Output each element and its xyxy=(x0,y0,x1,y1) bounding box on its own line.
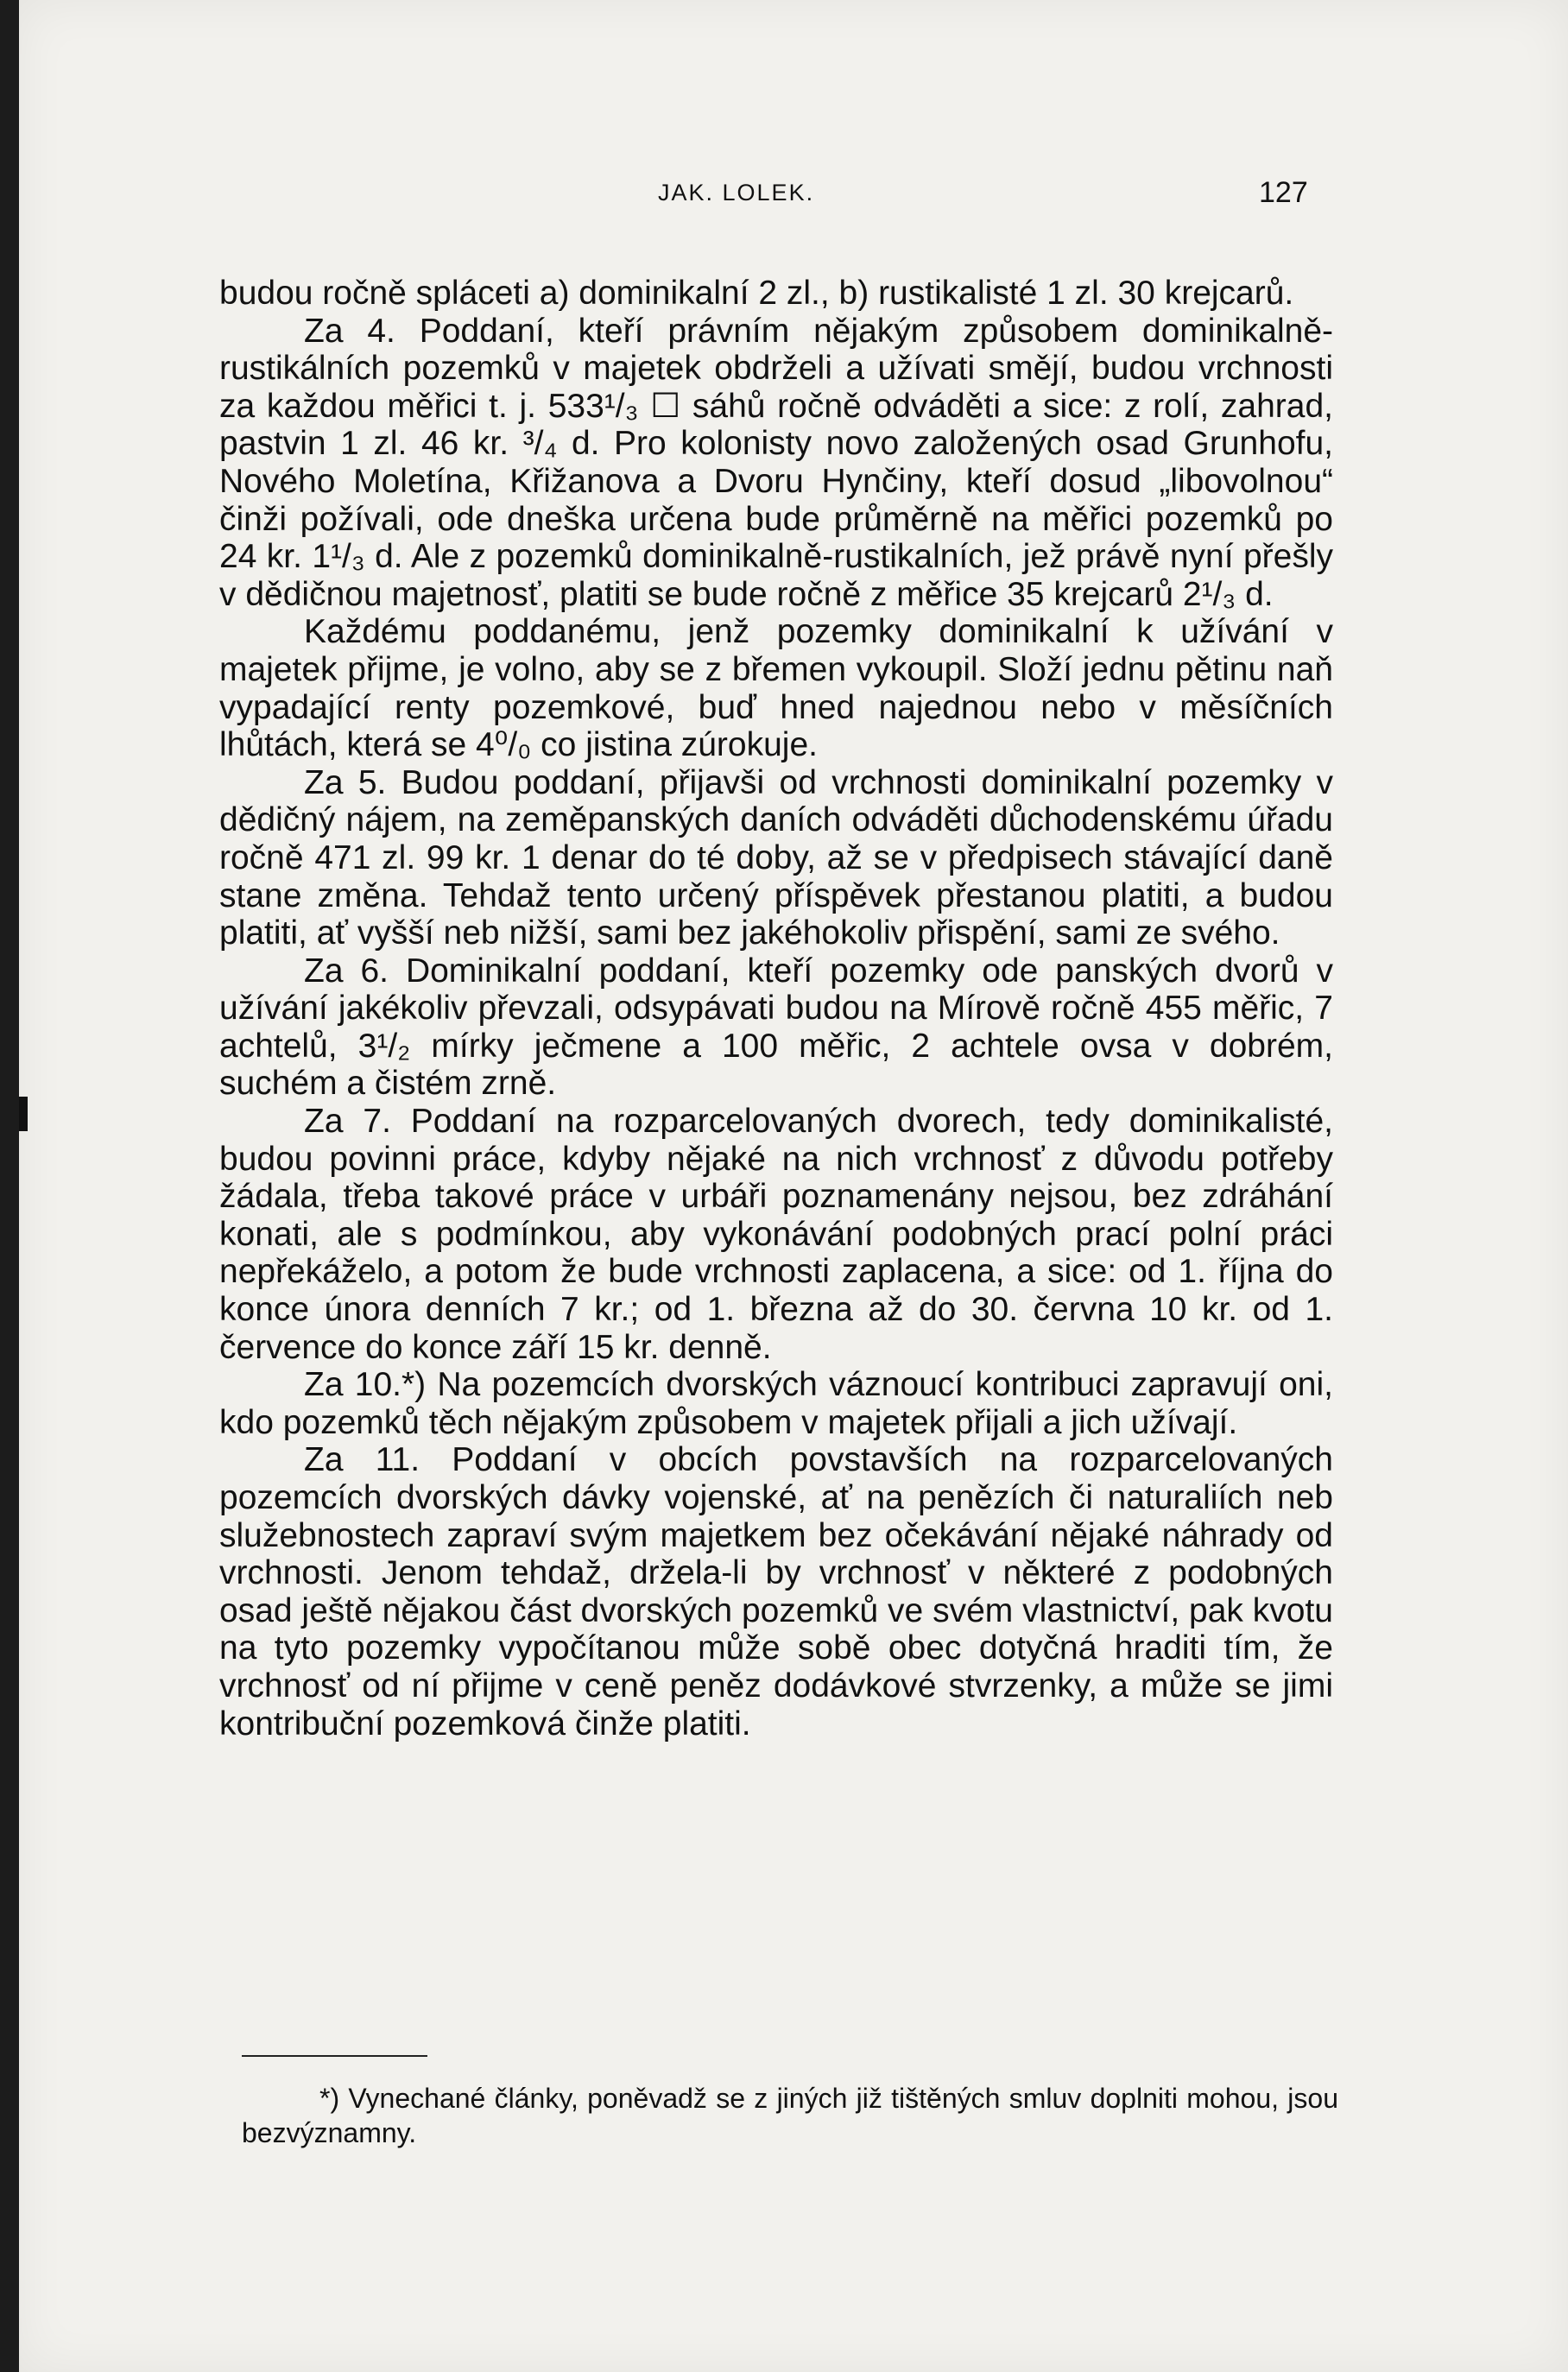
footnote-text: *) Vynechané články, poněvadž se z jiných již tištěných smluv doplniti mohou, jsou bezvýznamny. xyxy=(242,2083,1338,2148)
paragraph-article-7: Za 7. Poddaní na rozparcelovaných dvorech, tedy dominikalisté, budou povinni práce, kdyby nějaké na nich vrchnosť z důvodu potřeby žádala, třeba takové práce v urbáři poznamenány nejsou, bez zdráhání konati, ale s podmínkou, aby vykonávání podobných prací polní práci nepřekáželo, a potom že bude vrchnosti zaplacena, a sice: od 1. října do konce února denních 7 kr.; od 1. března až do 30. června 10 kr. od 1. července do konce září 15 kr. denně. xyxy=(219,1103,1333,1366)
body-text xyxy=(219,275,1333,1743)
binding-edge-mark xyxy=(19,1097,28,1131)
paragraph-article-11: Za 11. Poddaní v obcích povstavších na rozparcelovaných pozemcích dvorských dávky vojenské, ať na penězích či naturaliích neb služebnostech zapraví svým majetkem bez očekávání nějaké náhrady od vrchnosti. Jenom tehdaž, držela-li by vrchnosť v některé z podobných osad ještě nějakou část dvorských pozemků ve svém vlastnictví, pak kvotu na tyto pozemky vypočítanou může sobě obec dotyčná hraditi tím, že vrchnosť od ní přijme v ceně peněz dodávkové stvrzenky, a může se jimi kontribuční pozemková činže platiti. xyxy=(219,1441,1333,1743)
page-number: 127 xyxy=(1259,176,1308,209)
paragraph-redemption: Každému poddanému, jenž pozemky dominikalní k užívání v majetek přijme, je volno, aby se z břemen vykoupil. Složí jednu pětinu naň vypadající renty pozemkové, buď hned najednou nebo v měsíčních lhůtách, která se 4⁰/₀ co jistina zúrokuje. xyxy=(219,613,1333,764)
paragraph-continuation: budou ročně spláceti a) dominikalní 2 zl., b) rustikalisté 1 zl. 30 krejcarů. xyxy=(219,275,1294,312)
paragraph-article-6: Za 6. Dominikalní poddaní, kteří pozemky ode panských dvorů v užívání jakékoliv převzali, odsypávati budou na Mírově ročně 455 měřic, 7 achtelů, 3¹/₂ mírky ječmene a 100 měřic, 2 achtele ovsa v dobrém, suchém a čistém zrně. xyxy=(219,952,1333,1103)
page-header xyxy=(19,176,1568,223)
footnote-divider xyxy=(242,2055,427,2057)
footnote xyxy=(242,2081,1338,2150)
paragraph-article-4: Za 4. Poddaní, kteří právním nějakým způsobem dominikalně-rustikálních pozemků v majetek obdrželi a užívati smějí, budou vrchnosti za každou měřici t. j. 533¹/₃ ☐ sáhů ročně odváděti a sice: z rolí, zahrad, pastvin 1 zl. 46 kr. ³/₄ d. Pro kolonisty novo založených osad Grunhofu, Nového Moletína, Křižanova a Dvoru Hynčiny, kteří dosud „libovolnou“ činži požívali, ode dneška určena bude průměrně na měřici pozemků po 24 kr. 1¹/₃ d. Ale z pozemků dominikalně-rustikalních, jež právě nyní přešly v dědičnou majetnosť, platiti se bude ročně z měřice 35 krejcarů 2¹/₃ d. xyxy=(219,312,1333,613)
book-page xyxy=(19,0,1568,2372)
running-title: JAK. LOLEK. xyxy=(658,180,815,206)
paragraph-article-10: Za 10.*) Na pozemcích dvorských váznoucí kontribuci zapravují oni, kdo pozemků těch nějakým způsobem v majetek přijali a jich užívají. xyxy=(219,1366,1333,1441)
paragraph-article-5: Za 5. Budou poddaní, přijavši od vrchnosti dominikalní pozemky v dědičný nájem, na zeměpanských daních odváděti důchodenskému úřadu ročně 471 zl. 99 kr. 1 denar do té doby, až se v předpisech stávající daně stane změna. Tehdaž tento určený příspěvek přestanou platiti, a budou platiti, ať vyšší neb nižší, sami bez jakéhokoliv přispění, sami ze svého. xyxy=(219,763,1333,952)
